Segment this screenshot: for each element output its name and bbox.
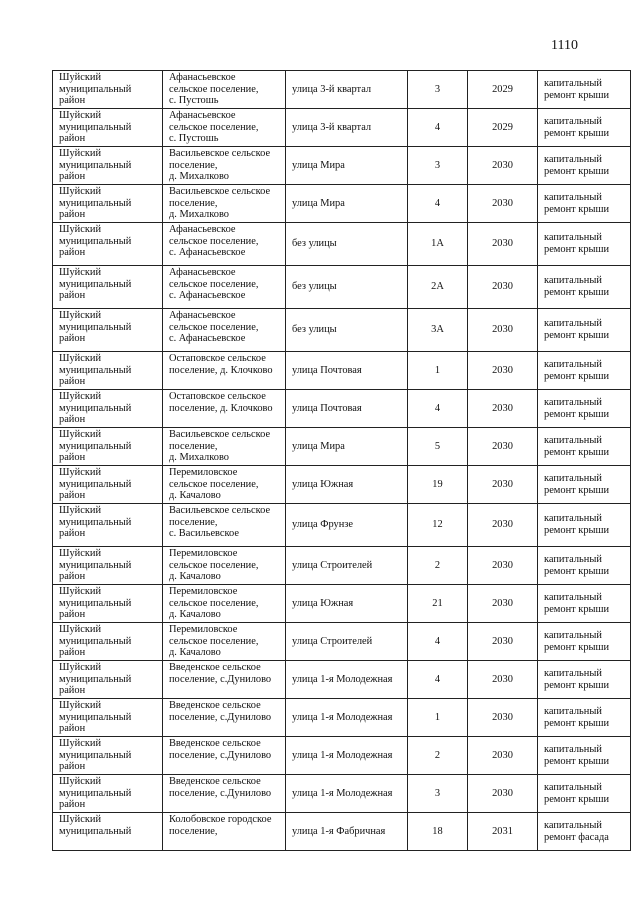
cell-street: улица 3-й квартал xyxy=(286,71,408,109)
cell-year: 2030 xyxy=(468,390,538,428)
cell-house: 4 xyxy=(408,390,468,428)
cell-district: Шуйский муниципальный район xyxy=(53,737,163,775)
table-row xyxy=(53,466,631,504)
cell-street: улица 1-я Молодежная xyxy=(286,737,408,775)
cell-settlement: Васильевское сельское поселение, д. Михалково xyxy=(163,185,286,223)
table-row xyxy=(53,623,631,661)
table-row xyxy=(53,813,631,851)
cell-street: улица 1-я Молодежная xyxy=(286,775,408,813)
cell-house: 3 xyxy=(408,147,468,185)
cell-district: Шуйский муниципальный район xyxy=(53,661,163,699)
cell-year: 2030 xyxy=(468,428,538,466)
cell-settlement: Введенское сельское поселение, с.Дунилово xyxy=(163,661,286,699)
cell-year: 2030 xyxy=(468,699,538,737)
table-row xyxy=(53,737,631,775)
cell-house: 3 xyxy=(408,775,468,813)
cell-district: Шуйский муниципальный район xyxy=(53,185,163,223)
cell-work: капитальный ремонт крыши xyxy=(538,428,631,466)
table-row xyxy=(53,223,631,266)
cell-house: 18 xyxy=(408,813,468,851)
cell-settlement: Введенское сельское поселение, с.Дунилово xyxy=(163,775,286,813)
cell-year: 2030 xyxy=(468,547,538,585)
table-row xyxy=(53,352,631,390)
cell-year: 2030 xyxy=(468,185,538,223)
cell-settlement: Афанасьевское сельское поселение, с. Афанасьевское xyxy=(163,223,286,266)
cell-year: 2030 xyxy=(468,147,538,185)
cell-district: Шуйский муниципальный район xyxy=(53,585,163,623)
cell-work: капитальный ремонт крыши xyxy=(538,737,631,775)
cell-year: 2031 xyxy=(468,813,538,851)
cell-street: улица Почтовая xyxy=(286,390,408,428)
table-row xyxy=(53,185,631,223)
cell-district: Шуйский муниципальный район xyxy=(53,309,163,352)
table-row xyxy=(53,309,631,352)
repair-schedule-table xyxy=(52,70,631,851)
cell-settlement: Афанасьевское сельское поселение, с. Пустошь xyxy=(163,109,286,147)
cell-settlement: Введенское сельское поселение, с.Дунилово xyxy=(163,699,286,737)
table-row xyxy=(53,71,631,109)
cell-settlement: Остаповское сельское поселение, д. Клочково xyxy=(163,352,286,390)
cell-house: 4 xyxy=(408,185,468,223)
cell-year: 2030 xyxy=(468,623,538,661)
cell-settlement: Афанасьевское сельское поселение, с. Афанасьевское xyxy=(163,266,286,309)
cell-year: 2030 xyxy=(468,466,538,504)
cell-house: 3А xyxy=(408,309,468,352)
cell-work: капитальный ремонт крыши xyxy=(538,775,631,813)
cell-year: 2030 xyxy=(468,737,538,775)
cell-work: капитальный ремонт крыши xyxy=(538,309,631,352)
cell-district: Шуйский муниципальный район xyxy=(53,390,163,428)
cell-year: 2030 xyxy=(468,504,538,547)
cell-house: 4 xyxy=(408,661,468,699)
cell-settlement: Васильевское сельское поселение, с. Васильевское xyxy=(163,504,286,547)
cell-settlement: Васильевское сельское поселение, д. Михалково xyxy=(163,428,286,466)
cell-work: капитальный ремонт крыши xyxy=(538,661,631,699)
cell-district: Шуйский муниципальный район xyxy=(53,223,163,266)
cell-settlement: Перемиловское сельское поселение, д. Качалово xyxy=(163,547,286,585)
cell-house: 3 xyxy=(408,71,468,109)
cell-street: улица Мира xyxy=(286,147,408,185)
cell-year: 2030 xyxy=(468,266,538,309)
cell-district: Шуйский муниципальный район xyxy=(53,623,163,661)
table-row xyxy=(53,109,631,147)
cell-settlement: Васильевское сельское поселение, д. Михалково xyxy=(163,147,286,185)
cell-settlement: Перемиловское сельское поселение, д. Качалово xyxy=(163,623,286,661)
table-body xyxy=(53,71,631,851)
cell-street: улица 3-й квартал xyxy=(286,109,408,147)
cell-district: Шуйский муниципальный район xyxy=(53,352,163,390)
table-row xyxy=(53,266,631,309)
cell-district: Шуйский муниципальный xyxy=(53,813,163,851)
page-number: 1110 xyxy=(551,38,578,53)
cell-house: 19 xyxy=(408,466,468,504)
cell-work: капитальный ремонт крыши xyxy=(538,147,631,185)
cell-work: капитальный ремонт крыши xyxy=(538,466,631,504)
cell-street: улица Почтовая xyxy=(286,352,408,390)
cell-year: 2030 xyxy=(468,775,538,813)
cell-house: 1А xyxy=(408,223,468,266)
cell-work: капитальный ремонт крыши xyxy=(538,504,631,547)
cell-work: капитальный ремонт крыши xyxy=(538,585,631,623)
cell-district: Шуйский муниципальный район xyxy=(53,428,163,466)
cell-work: капитальный ремонт крыши xyxy=(538,185,631,223)
cell-work: капитальный ремонт крыши xyxy=(538,109,631,147)
cell-settlement: Перемиловское сельское поселение, д. Качалово xyxy=(163,466,286,504)
cell-work: капитальный ремонт фасада xyxy=(538,813,631,851)
cell-work: капитальный ремонт крыши xyxy=(538,547,631,585)
cell-house: 5 xyxy=(408,428,468,466)
cell-work: капитальный ремонт крыши xyxy=(538,699,631,737)
cell-house: 2А xyxy=(408,266,468,309)
table-row xyxy=(53,585,631,623)
cell-street: улица Фрунзе xyxy=(286,504,408,547)
cell-year: 2030 xyxy=(468,661,538,699)
cell-district: Шуйский муниципальный район xyxy=(53,466,163,504)
cell-settlement: Остаповское сельское поселение, д. Клочково xyxy=(163,390,286,428)
cell-house: 12 xyxy=(408,504,468,547)
table-row xyxy=(53,547,631,585)
cell-settlement: Колобовское городское поселение, xyxy=(163,813,286,851)
cell-street: улица Строителей xyxy=(286,623,408,661)
cell-district: Шуйский муниципальный район xyxy=(53,775,163,813)
cell-house: 21 xyxy=(408,585,468,623)
cell-street: без улицы xyxy=(286,223,408,266)
cell-district: Шуйский муниципальный район xyxy=(53,547,163,585)
cell-street: улица 1-я Фабричная xyxy=(286,813,408,851)
table-row xyxy=(53,504,631,547)
cell-house: 2 xyxy=(408,737,468,775)
table-row xyxy=(53,661,631,699)
cell-street: улица Южная xyxy=(286,585,408,623)
cell-house: 4 xyxy=(408,623,468,661)
cell-work: капитальный ремонт крыши xyxy=(538,390,631,428)
cell-street: улица Строителей xyxy=(286,547,408,585)
cell-work: капитальный ремонт крыши xyxy=(538,623,631,661)
table-row xyxy=(53,147,631,185)
cell-year: 2030 xyxy=(468,223,538,266)
cell-year: 2030 xyxy=(468,585,538,623)
cell-house: 2 xyxy=(408,547,468,585)
cell-settlement: Перемиловское сельское поселение, д. Качалово xyxy=(163,585,286,623)
cell-district: Шуйский муниципальный район xyxy=(53,147,163,185)
cell-year: 2029 xyxy=(468,71,538,109)
cell-work: капитальный ремонт крыши xyxy=(538,71,631,109)
cell-work: капитальный ремонт крыши xyxy=(538,266,631,309)
table-row xyxy=(53,390,631,428)
cell-house: 4 xyxy=(408,109,468,147)
table-row xyxy=(53,775,631,813)
cell-year: 2030 xyxy=(468,352,538,390)
cell-year: 2030 xyxy=(468,309,538,352)
cell-district: Шуйский муниципальный район xyxy=(53,109,163,147)
cell-street: улица Южная xyxy=(286,466,408,504)
cell-work: капитальный ремонт крыши xyxy=(538,352,631,390)
cell-street: улица Мира xyxy=(286,185,408,223)
cell-settlement: Введенское сельское поселение, с.Дунилово xyxy=(163,737,286,775)
cell-street: без улицы xyxy=(286,309,408,352)
cell-street: без улицы xyxy=(286,266,408,309)
cell-street: улица 1-я Молодежная xyxy=(286,699,408,737)
table-row xyxy=(53,699,631,737)
cell-year: 2029 xyxy=(468,109,538,147)
table-row xyxy=(53,428,631,466)
cell-district: Шуйский муниципальный район xyxy=(53,266,163,309)
cell-settlement: Афанасьевское сельское поселение, с. Пустошь xyxy=(163,71,286,109)
cell-settlement: Афанасьевское сельское поселение, с. Афанасьевское xyxy=(163,309,286,352)
cell-street: улица 1-я Молодежная xyxy=(286,661,408,699)
cell-house: 1 xyxy=(408,352,468,390)
cell-street: улица Мира xyxy=(286,428,408,466)
cell-district: Шуйский муниципальный район xyxy=(53,504,163,547)
cell-work: капитальный ремонт крыши xyxy=(538,223,631,266)
cell-district: Шуйский муниципальный район xyxy=(53,699,163,737)
cell-district: Шуйский муниципальный район xyxy=(53,71,163,109)
cell-house: 1 xyxy=(408,699,468,737)
